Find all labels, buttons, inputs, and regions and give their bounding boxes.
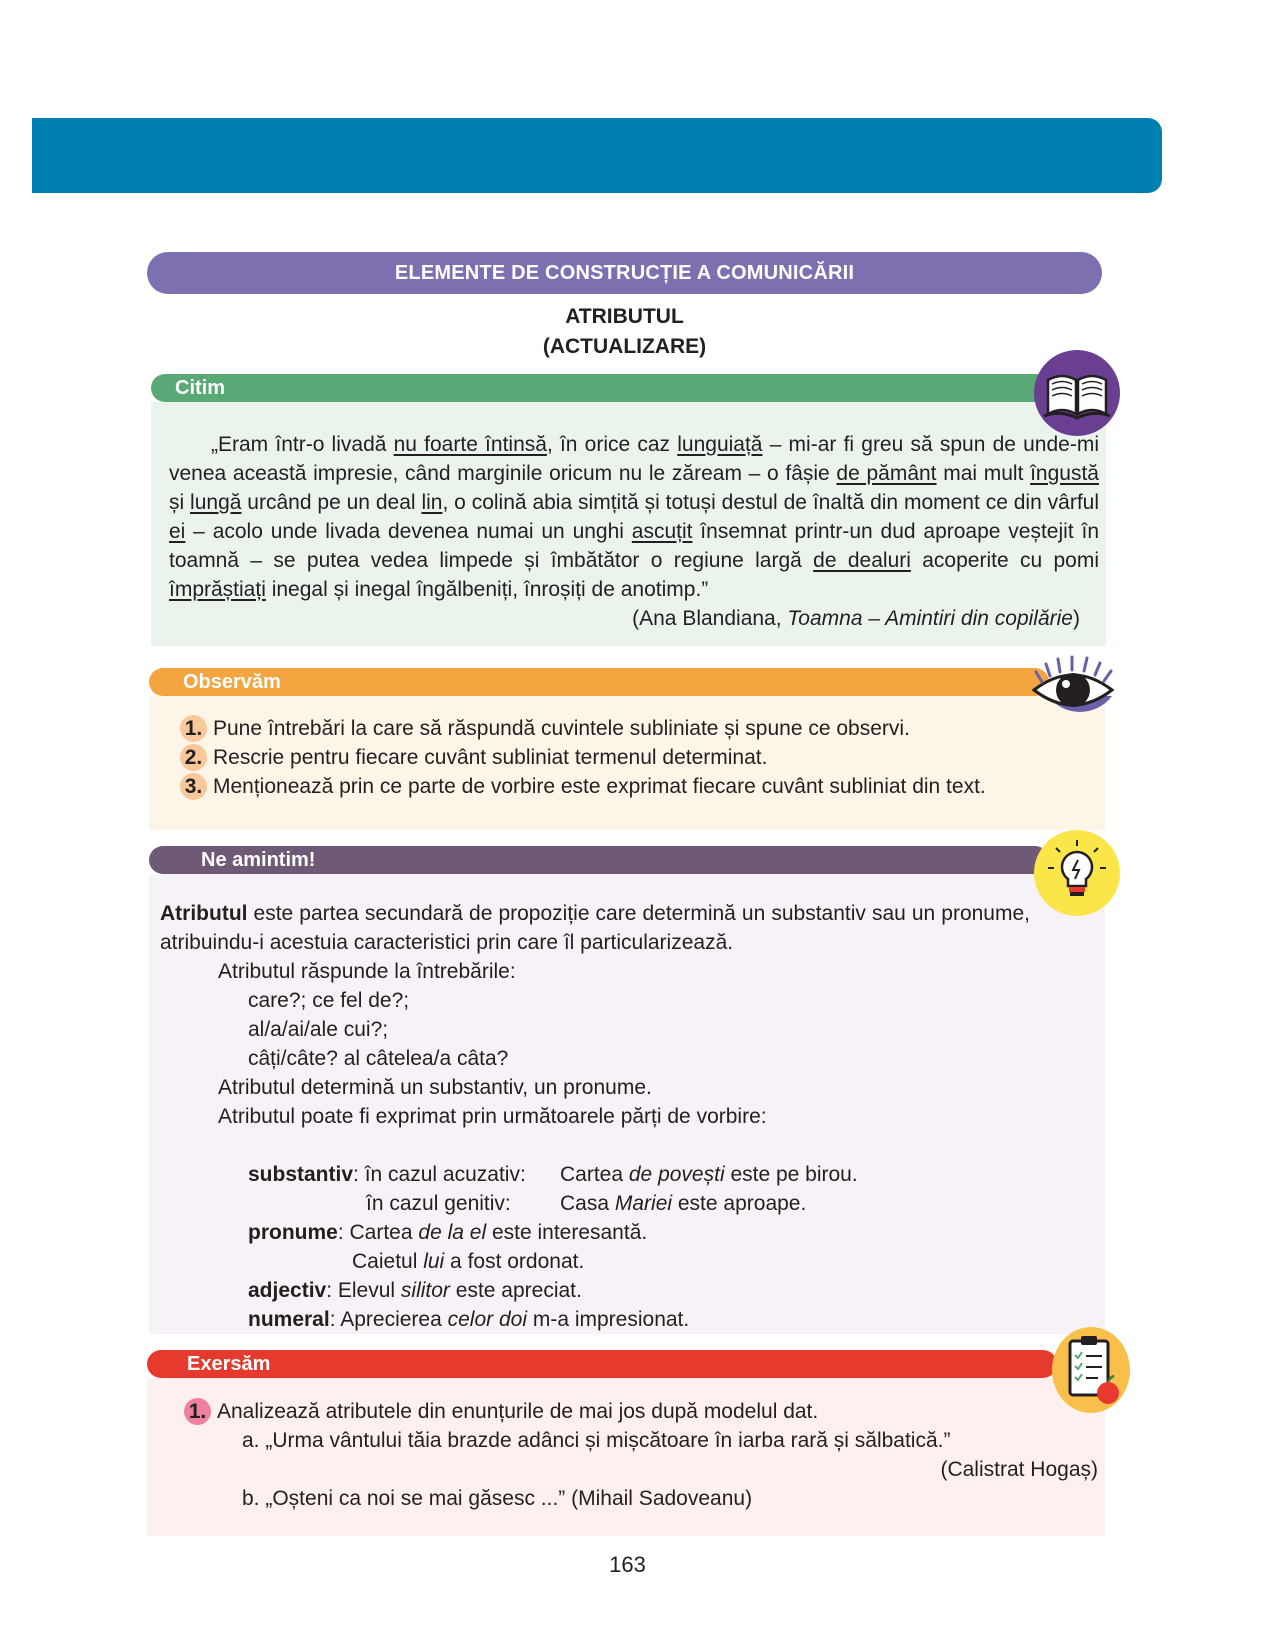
amintim-header: Ne amintim! xyxy=(149,846,1049,874)
citim-header: Citim xyxy=(151,374,1051,402)
lightbulb-icon xyxy=(1034,830,1120,916)
example-attribute: de povești xyxy=(628,1163,725,1186)
question-line: câți/câte? al câtelea/a câta? xyxy=(248,1047,509,1070)
passage-text: – acolo unde livada devenea numai un unghi xyxy=(185,520,632,543)
pronume-example xyxy=(248,1218,647,1247)
example-text: Cartea xyxy=(560,1163,629,1186)
list-item xyxy=(180,714,1100,743)
exercise-item-a: a. „Urma vântului tăia brazde adânci și mișcătoare în iarba rară și sălbatică.” xyxy=(242,1429,951,1452)
example-text: este aproape. xyxy=(672,1192,807,1215)
example-attribute: de la el xyxy=(418,1221,487,1244)
example-attribute: celor doi xyxy=(447,1308,527,1331)
underlined-word: ascuțit xyxy=(631,520,693,543)
expressed-by-line: Atributul poate fi exprimat prin următoarele părți de vorbire: xyxy=(218,1105,767,1128)
passage-text: urcând pe un deal xyxy=(241,491,422,514)
item-number: 3. xyxy=(180,773,207,800)
underlined-word: ei xyxy=(169,520,186,543)
exersam-header: Exersăm xyxy=(147,1350,1057,1378)
header-band xyxy=(32,118,1162,193)
substantiv-case-genitiv: în cazul genitiv: xyxy=(366,1192,511,1215)
underlined-word: lunguiață xyxy=(677,433,763,456)
example-sentence xyxy=(560,1189,806,1218)
passage-text: , în orice caz xyxy=(546,433,678,456)
example-text: : Aprecierea xyxy=(329,1308,448,1331)
case-label: : în cazul acuzativ: xyxy=(353,1163,526,1186)
example-attribute: lui xyxy=(423,1250,445,1273)
citim-passage xyxy=(169,430,1099,604)
example-text: m-a impresionat. xyxy=(527,1308,690,1331)
item-text: Pune întrebări la care să răspundă cuvintele subliniate și spune ce observi. xyxy=(213,717,910,740)
list-item xyxy=(180,772,1100,801)
example-text: Casa xyxy=(560,1192,615,1215)
example-text: a fost ordonat. xyxy=(444,1250,585,1273)
example-text: Caietul xyxy=(352,1250,424,1273)
example-text: este apreciat. xyxy=(449,1279,582,1302)
passage-text: , o colină abia simțită și totuși destul de înaltă din moment ce din vârful xyxy=(442,491,1099,514)
underlined-word: lin xyxy=(421,491,443,514)
source-title: Toamna – Amintiri din copilărie xyxy=(787,607,1073,630)
list-item xyxy=(180,743,1100,772)
underlined-word: nu foarte întinsă xyxy=(393,433,547,456)
part-of-speech-label: numeral xyxy=(248,1308,330,1331)
part-of-speech-label: pronume xyxy=(248,1221,338,1244)
example-attribute: silitor xyxy=(400,1279,450,1302)
definition-paragraph xyxy=(160,899,1030,957)
exercise-number: 1. xyxy=(184,1398,211,1425)
passage-text: inegal și inegal îngălbeniți, înroșiți de anotimp.” xyxy=(265,578,709,601)
lesson-title-line2: (ACTUALIZARE) xyxy=(542,335,707,358)
clipboard-apple-icon xyxy=(1052,1327,1130,1413)
part-of-speech-label: substantiv xyxy=(248,1163,354,1186)
definition-text: este partea secundară de propoziție care determină un substantiv sau un pronume, atribuindu-i acestuia caracteristici prin care îl particularizează. xyxy=(160,902,1030,954)
passage-text: „Eram într-o livadă xyxy=(211,433,394,456)
page-number: 163 xyxy=(609,1552,646,1577)
item-number: 1. xyxy=(180,715,207,742)
definition-term: Atributul xyxy=(160,902,248,925)
passage-text: însemnat printr-un dud aproape veștejit în toamnă – se putea vedea limpede și îmbătător o regiune largă xyxy=(169,520,1099,572)
citim-source xyxy=(169,604,1080,633)
exercise-text: Analizează atributele din enunțurile de mai jos după modelul dat. xyxy=(217,1400,819,1423)
determines-line: Atributul determină un substantiv, un pronume. xyxy=(218,1076,652,1099)
substantiv-case-acuzativ xyxy=(248,1160,526,1189)
underlined-word: împrăștiați xyxy=(169,578,266,601)
section-banner: ELEMENTE DE CONSTRUCȚIE A COMUNICĂRII xyxy=(147,252,1102,294)
observam-list xyxy=(180,714,1100,801)
question-line: care?; ce fel de?; xyxy=(248,989,410,1012)
passage-text: acoperite cu pomi xyxy=(910,549,1099,572)
example-text: : Elevul xyxy=(326,1279,401,1302)
item-text: Menționează prin ce parte de vorbire este exprimat fiecare cuvânt subliniat din text. xyxy=(213,775,986,798)
underlined-word: de dealuri xyxy=(813,549,911,572)
adjectiv-example xyxy=(248,1276,582,1305)
underlined-word: lungă xyxy=(190,491,242,514)
passage-text: mai mult xyxy=(936,462,1031,485)
underlined-word: îngustă xyxy=(1030,462,1099,485)
underlined-word: de pământ xyxy=(836,462,937,485)
lesson-title-line1: ATRIBUTUL xyxy=(565,305,684,328)
exercise-item-b: b. „Oșteni ca noi se mai găsesc ...” (Mihail Sadoveanu) xyxy=(242,1487,753,1510)
example-sentence xyxy=(560,1160,858,1189)
passage-text: – mi-ar fi greu să spun de unde-mi venea această impresie, când marginile oricum nu le zăream – o fâșie xyxy=(169,433,1099,485)
example-text: : Cartea xyxy=(337,1221,419,1244)
lesson-title xyxy=(147,302,1102,362)
example-attribute: Mariei xyxy=(614,1192,673,1215)
questions-intro: Atributul răspunde la întrebările: xyxy=(218,960,516,983)
observam-header: Observăm xyxy=(149,668,1049,696)
numeral-example xyxy=(248,1305,689,1334)
example-text: este interesantă. xyxy=(486,1221,648,1244)
exercise-item-a-source: (Calistrat Hogaș) xyxy=(940,1458,1098,1481)
item-number: 2. xyxy=(180,744,207,771)
item-text: Rescrie pentru fiecare cuvânt subliniat termenul determinat. xyxy=(213,746,768,769)
question-line: al/a/ai/ale cui?; xyxy=(248,1018,389,1041)
passage-text: și xyxy=(169,491,191,514)
exercise-task xyxy=(184,1397,818,1426)
source-close: ) xyxy=(1073,607,1080,630)
source-author: (Ana Blandiana, xyxy=(632,607,788,630)
pronume-example xyxy=(352,1247,584,1276)
example-text: este pe birou. xyxy=(724,1163,858,1186)
open-book-icon xyxy=(1034,350,1120,436)
part-of-speech-label: adjectiv xyxy=(248,1279,327,1302)
